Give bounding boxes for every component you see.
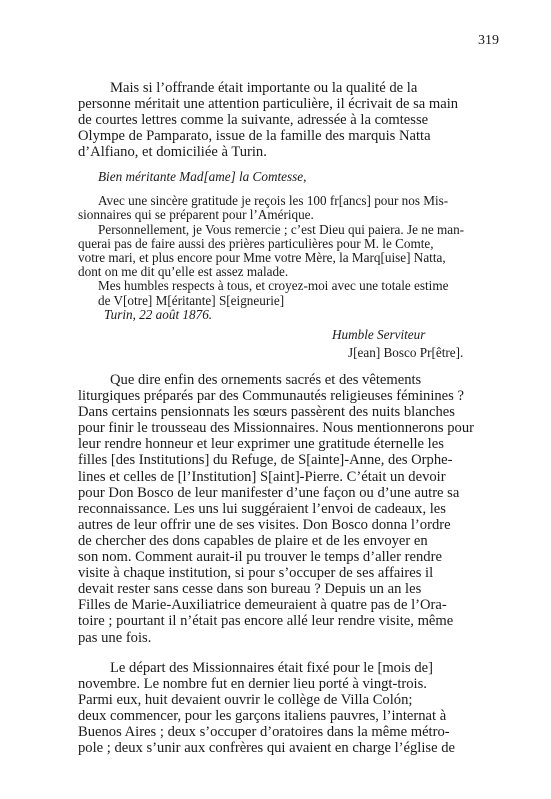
- text-line: pole ; deux s’unir aux confrères qui avaient en charge l’église de: [78, 740, 455, 757]
- text-line: pour Don Bosco de leur manifester d’une façon ou d’une autre sa: [78, 484, 460, 501]
- text-line: devait rester sans cesse dans son bureau ? Depuis un an les: [78, 581, 422, 598]
- text-line: d’Alfiano, et domiciliée à Turin.: [78, 144, 267, 161]
- text-line: Parmi eux, huit devaient ouvrir le collège de Villa Colón;: [78, 692, 413, 709]
- letter-signature: J[ean] Bosco Pr[être].: [348, 345, 464, 361]
- letter-closing: Humble Serviteur: [332, 327, 426, 343]
- text-line: lines et celles de [l’Institution] S[aint]-Pierre. C’était un devoir: [78, 468, 446, 485]
- text-line: visite à chaque institution, si pour s’occuper de ses affaires il: [78, 565, 434, 582]
- text-line: Olympe de Pamparato, issue de la famille des marquis Natta: [78, 128, 431, 145]
- letter-line: Avec une sincère gratitude je reçois les 100 fr[ancs] pour nos Mis-: [98, 193, 449, 209]
- letter-line: querai pas de faire aussi des prières particulières pour M. le Comte,: [78, 235, 434, 251]
- text-line: pour finir le trousseau des Missionnaires. Nous mentionnerons pour: [78, 420, 474, 437]
- text-line: deux commencer, pour les garçons italiens pauvres, l’internat à: [78, 708, 447, 725]
- departure-paragraph: [78, 660, 476, 757]
- letter-line: de V[otre] M[éritante] S[eigneurie]: [98, 292, 285, 308]
- letter-salutation: Bien méritante Mad[ame] la Comtesse,: [98, 169, 307, 184]
- letter-line: Mes humbles respects à tous, et croyez-moi avec une totale estime: [98, 278, 449, 294]
- letter-place-date: Turin, 22 août 1876.: [104, 306, 213, 322]
- text-line: liturgiques préparés par des Communautés religieuses féminines ?: [78, 388, 464, 405]
- text-line: toire ; pourtant il n’était pas encore allé leur rendre visite, même: [78, 613, 454, 630]
- intro-paragraph: [78, 80, 476, 160]
- text-line: Que dire enfin des ornements sacrés et des vêtements: [110, 372, 422, 388]
- text-line: de courtes lettres comme la suivante, adressée à la comtesse: [78, 112, 429, 129]
- page-number: 319: [478, 33, 499, 48]
- text-line: novembre. Le nombre fut en dernier lieu porté à vingt-trois.: [78, 676, 427, 693]
- text-line: Buenos Aires ; deux s’occuper d’oratoires dans la même métro-: [78, 724, 450, 741]
- text-line: pas une fois.: [78, 629, 152, 646]
- text-line: Dans certains pensionnats les sœurs passèrent des nuits blanches: [78, 404, 455, 421]
- letter-line: Personnellement, je Vous remercie ; c’est Dieu qui paiera. Je ne man-: [98, 221, 465, 237]
- letter-line: votre mari, et plus encore pour Mme votre Mère, la Marq[uise] Natta,: [78, 250, 446, 266]
- letter-line: dont on me dit qu’elle est assez malade.: [78, 264, 289, 280]
- text-line: reconnaissance. Les uns lui suggéraient l’envoi de cadeaux, les: [78, 500, 446, 517]
- text-line: autres de leur offrir une de ses visites. Don Bosco donna l’ordre: [78, 516, 451, 533]
- text-line: filles [des Institutions] du Refuge, de S[ainte]-Anne, des Orphe-: [78, 452, 453, 469]
- text-line: Le départ des Missionnaires était fixé pour le [mois de]: [110, 660, 433, 676]
- text-line: Filles de Marie-Auxiliatrice demeuraient à quatre pas de l’Ora-: [78, 597, 447, 614]
- ornaments-paragraph: [78, 372, 476, 646]
- text-line: Mais si l’offrande était importante ou la qualité de la: [110, 80, 418, 96]
- text-line: leur rendre honneur et leur exprimer une gratitude éternelle les: [78, 436, 444, 453]
- text-line: son nom. Comment aurait-il pu trouver le temps d’aller rendre: [78, 549, 442, 566]
- text-line: de chercher des dons capables de plaire et de les envoyer en: [78, 532, 428, 549]
- letter-block: [78, 170, 476, 360]
- text-line: personne méritait une attention particulière, il écrivait de sa main: [78, 96, 459, 113]
- letter-line: sionnaires qui se préparent pour l’Amérique.: [78, 207, 314, 223]
